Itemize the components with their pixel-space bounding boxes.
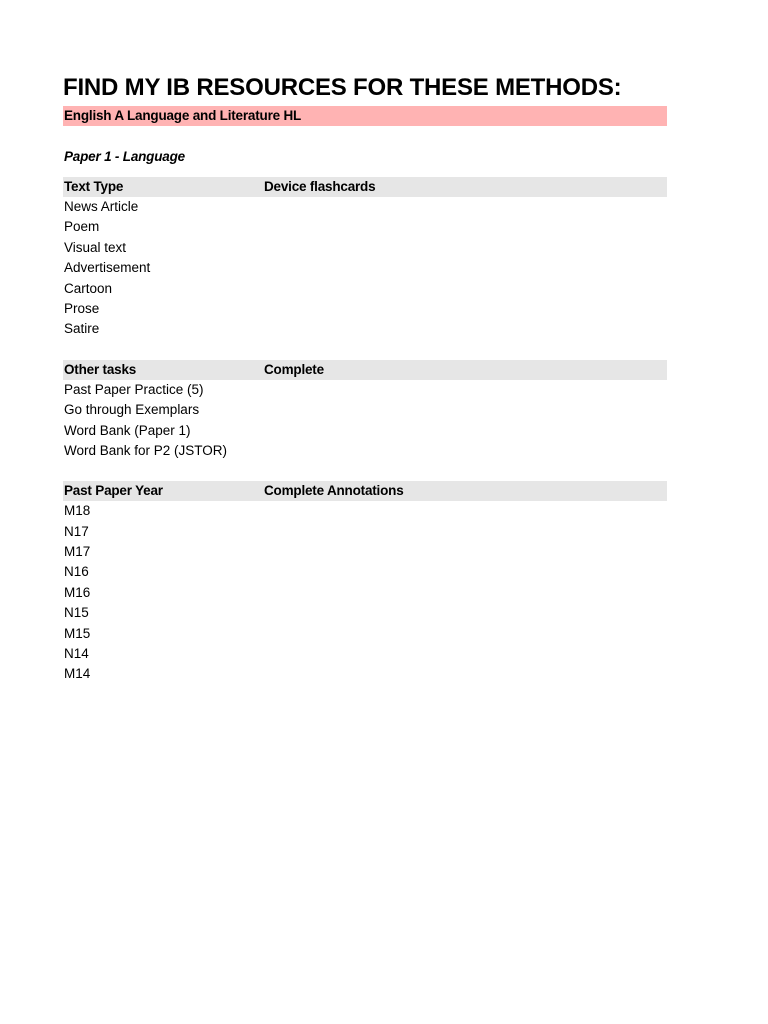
column-header-device-flashcards: Device flashcards bbox=[264, 179, 376, 194]
list-item: Past Paper Practice (5) bbox=[64, 381, 204, 397]
column-header-past-paper-year: Past Paper Year bbox=[64, 483, 163, 499]
section-header-row bbox=[63, 177, 667, 197]
paper-label: Paper 1 - Language bbox=[64, 149, 185, 164]
section-other-tasks bbox=[63, 360, 667, 462]
list-item: Cartoon bbox=[64, 280, 113, 296]
row-spacer bbox=[63, 340, 667, 360]
column-header-complete: Complete bbox=[264, 361, 324, 377]
list-item: Satire bbox=[64, 321, 100, 337]
list-item: M17 bbox=[64, 544, 91, 560]
section-header-row bbox=[63, 360, 667, 380]
list-item: Visual text bbox=[64, 239, 127, 255]
section-past-paper-years bbox=[63, 481, 667, 685]
list-item: M14 bbox=[64, 666, 91, 682]
list-item: Word Bank (Paper 1) bbox=[64, 422, 191, 438]
list-item: N15 bbox=[64, 605, 89, 621]
list-item: Advertisement bbox=[64, 260, 151, 276]
list-item: Prose bbox=[64, 300, 100, 316]
section-text-types bbox=[63, 177, 667, 340]
column-header-text-type: Text Type bbox=[64, 179, 124, 194]
list-item: N17 bbox=[64, 523, 89, 539]
list-item: M16 bbox=[64, 584, 91, 600]
list-item: M15 bbox=[64, 625, 91, 641]
page-title: FIND MY IB RESOURCES FOR THESE METHODS: bbox=[63, 74, 622, 101]
column-header-complete-annotations: Complete Annotations bbox=[264, 483, 404, 499]
row-spacer bbox=[63, 168, 667, 177]
row-spacer bbox=[63, 461, 667, 481]
list-item: Word Bank for P2 (JSTOR) bbox=[64, 442, 228, 458]
list-item: N14 bbox=[64, 646, 89, 662]
list-item: M18 bbox=[64, 503, 91, 519]
column-header-other-tasks: Other tasks bbox=[64, 361, 137, 377]
list-item: Poem bbox=[64, 219, 100, 235]
spreadsheet-page bbox=[63, 72, 667, 685]
subject-label: English A Language and Literature HL bbox=[63, 106, 667, 126]
row-spacer bbox=[63, 126, 667, 146]
list-item: N16 bbox=[64, 564, 89, 580]
section-header-row bbox=[63, 481, 667, 501]
list-item: Go through Exemplars bbox=[64, 402, 200, 418]
list-item: News Article bbox=[64, 199, 139, 214]
